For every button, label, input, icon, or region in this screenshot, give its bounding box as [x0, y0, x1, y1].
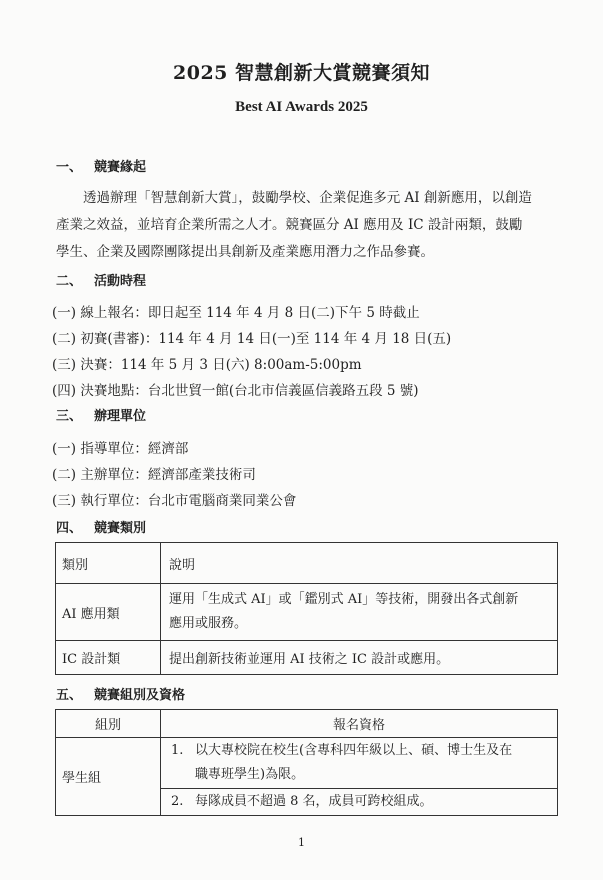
section-heading-4: [56, 517, 146, 536]
page-number: 1: [298, 836, 305, 849]
page-subtitle: Best AI Awards 2025: [235, 99, 368, 115]
table-row: [56, 738, 558, 789]
eligibility-line: [161, 790, 557, 814]
organizer-item: (一) 指導單位：經濟部: [52, 441, 189, 457]
section-number: 四、: [56, 521, 83, 536]
description-line: 應用或服務。: [169, 616, 248, 631]
item-number: 2.: [171, 794, 184, 809]
organizer-item: (三) 執行單位：台北市電腦商業同業公會: [52, 493, 297, 509]
item-number: 1.: [171, 743, 184, 758]
section-title: 競賽組別及資格: [94, 688, 186, 703]
table-header-row: [56, 710, 558, 738]
group-table: [55, 709, 558, 816]
section-number: 一、: [56, 160, 83, 175]
table-header-cell: 組別: [56, 710, 161, 738]
table-header-cell: 類別: [56, 543, 161, 584]
section-title: 競賽類別: [94, 521, 147, 536]
eligibility-cell: [161, 738, 558, 789]
description-line: 運用「生成式 AI」或「鑑別式 AI」等技術，開發出各式創新: [169, 592, 519, 607]
intro-paragraph: [56, 185, 556, 266]
table-header-cell: 報名資格: [161, 710, 558, 738]
item-text: 以大專校院在校生(含專科四年級以上、碩、博士生及在: [195, 743, 513, 758]
schedule-item: (一) 線上報名：即日起至 114 年 4 月 8 日(二)下午 5 時截止: [52, 305, 420, 321]
category-cell: IC 設計類: [56, 641, 161, 675]
section-title: 競賽緣起: [94, 160, 147, 175]
schedule-item: (四) 決賽地點：台北世貿一館(台北市信義區信義路五段 5 號): [52, 383, 419, 399]
table-header-row: [56, 543, 558, 584]
section-number: 二、: [56, 274, 83, 289]
section-heading-3: [56, 405, 146, 424]
section-heading-1: [56, 156, 146, 175]
category-cell: AI 應用類: [56, 584, 161, 641]
section-heading-2: [56, 270, 146, 289]
intro-line: 產業之效益，並培育企業所需之人才。競賽區分 AI 應用及 IC 設計兩類，鼓勵: [56, 217, 523, 233]
description-cell: [161, 584, 558, 641]
schedule-item: (二) 初賽(書審)：114 年 4 月 14 日(一)至 114 年 4 月 18 日(五): [52, 331, 452, 347]
eligibility-cell: [161, 789, 558, 816]
category-table: [55, 542, 558, 675]
eligibility-line: 職專班學生)為限。: [195, 767, 305, 782]
page-title: 2025 智慧創新大賞競賽須知: [173, 62, 430, 84]
section-title: 活動時程: [94, 274, 147, 289]
section-number: 三、: [56, 409, 83, 424]
table-row: [56, 584, 558, 641]
intro-line: 學生、企業及國際團隊提出具創新及產業應用潛力之作品參賽。: [56, 244, 434, 260]
section-title: 辦理單位: [94, 409, 147, 424]
table-header-cell: 說明: [161, 543, 558, 584]
intro-line: 透過辦理「智慧創新大賞」，鼓勵學校、企業促進多元 AI 創新應用，以創造: [83, 190, 532, 206]
description-cell: 提出創新技術並運用 AI 技術之 IC 設計或應用。: [161, 641, 558, 675]
table-row: [56, 641, 558, 675]
section-heading-5: [56, 684, 185, 703]
group-cell: 學生組: [56, 738, 161, 816]
schedule-item: (三) 決賽：114 年 5 月 3 日(六) 8:00am-5:00pm: [52, 357, 362, 373]
eligibility-line: [161, 739, 557, 763]
organizer-item: (二) 主辦單位：經濟部產業技術司: [52, 467, 256, 483]
item-text: 每隊成員不超過 8 名，成員可跨校組成。: [195, 794, 433, 809]
section-number: 五、: [56, 688, 83, 703]
